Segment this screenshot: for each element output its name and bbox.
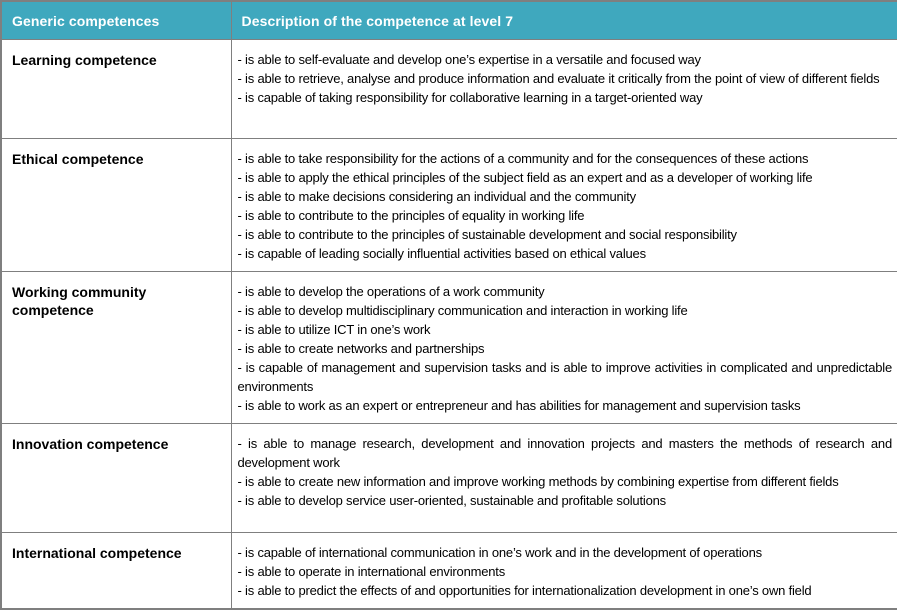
competence-name: Innovation competence	[1, 423, 231, 532]
description-item: - is able to self-evaluate and develop one’s expertise in a versatile and focused way	[237, 51, 701, 67]
description-item: - is able to utilize ICT in one’s work	[237, 321, 431, 337]
description-item: - is able to develop service user-oriented, sustainable and profitable solutions	[237, 492, 666, 508]
table-row	[1, 138, 897, 271]
competence-name: Ethical competence	[1, 138, 231, 271]
description-item: - is able to predict the effects of and opportunities for internationalization development in one’s own field	[237, 582, 812, 598]
description-item: - is able to contribute to the principles of sustainable development and social responsibility	[237, 226, 737, 242]
description-item: - is able to create new information and improve working methods by combining expertise from different fields	[237, 473, 839, 489]
column-header-generic-competences: Generic competences	[1, 1, 231, 39]
description-item: - is able to create networks and partnerships	[237, 340, 485, 356]
table-row	[1, 271, 897, 423]
description-item: - is able to retrieve, analyse and produce information and evaluate it critically from the point of view of different fields	[237, 70, 880, 86]
description-item: - is able to work as an expert or entrepreneur and has abilities for management and supervision tasks	[237, 397, 801, 413]
description-item: - is able to apply the ethical principles of the subject field as an expert and as a developer of working life	[237, 169, 813, 185]
table-header	[1, 1, 897, 39]
column-header-description-level-7: Description of the competence at level 7	[231, 1, 897, 39]
description-item: - is able to make decisions considering an individual and the community	[237, 188, 636, 204]
description-item: - is capable of leading socially influential activities based on ethical values	[237, 245, 646, 261]
description-item: - is capable of international communication in one’s work and in the development of operations	[237, 544, 762, 560]
competence-description	[231, 39, 897, 138]
competence-description	[231, 271, 897, 423]
table-row	[1, 39, 897, 138]
competence-description	[231, 138, 897, 271]
description-item: - is able to manage research, development and innovation projects and masters the methods of research and development work	[237, 435, 892, 470]
competence-description	[231, 423, 897, 532]
description-item: - is able to take responsibility for the actions of a community and for the consequences of these actions	[237, 150, 809, 166]
competence-description	[231, 532, 897, 609]
description-item: - is able to develop multidisciplinary communication and interaction in working life	[237, 302, 688, 318]
table-row	[1, 423, 897, 532]
description-item: - is capable of management and supervision tasks and is able to improve activities in complicated and unpredictable environments	[237, 359, 892, 394]
competence-name: Learning competence	[1, 39, 231, 138]
description-item: - is able to operate in international environments	[237, 563, 505, 579]
competence-name: International competence	[1, 532, 231, 609]
description-item: - is capable of taking responsibility for collaborative learning in a target-oriented way	[237, 89, 703, 105]
table-body	[1, 39, 897, 609]
description-item: - is able to contribute to the principles of equality in working life	[237, 207, 585, 223]
table-row	[1, 532, 897, 609]
description-item: - is able to develop the operations of a work community	[237, 283, 545, 299]
competence-name: Working community competence	[1, 271, 231, 423]
